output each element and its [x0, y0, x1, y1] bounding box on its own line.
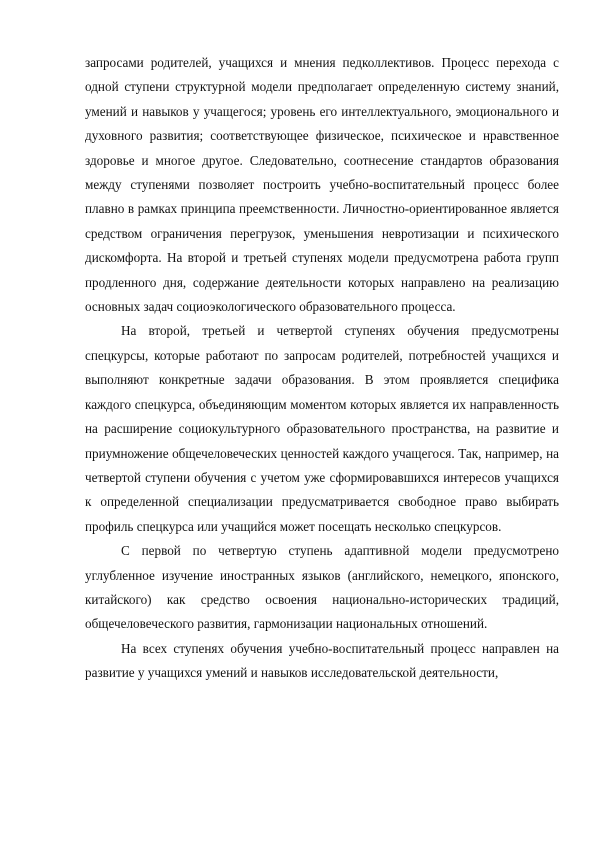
paragraph-research-activity: На всех ступенях обучения учебно-воспитательный процесс направлен на развитие у учащихся умений и навыков исследовательской деятельности, [85, 640, 559, 681]
paragraph-foreign-languages: С первой по четвертую ступень адаптивной модели предусмотрено углубленное изучение иностранных языков (английского, немецкого, японского, китайского) как средство освоения национально-исторических традиций, общечеловеческого развития, гармонизации национальных отношений. [85, 543, 559, 632]
paragraph-special-courses: На второй, третьей и четвертой ступенях обучения предусмотрены спецкурсы, которые работают по запросам родителей, потребностей учащихся и выполняют конкретные задачи образования. В этом проявляется специфика каждого спецкурса, объединяющим моментом которых является их направленность на расширение социокультурного образовательного пространства, на развитие и приумножение общечеловеческих ценностей каждого учащегося. Так, например, на четвертой ступени обучения с учетом уже сформировавшихся интересов учащихся к определенной специализации предусматривается свободное право выбирать профиль спецкурса или учащийся может посещать несколько спецкурсов. [85, 323, 559, 534]
paragraph-continued: запросами родителей, учащихся и мнения педколлективов. Процесс перехода с одной ступени структурной модели предполагает определенную систему знаний, умений и навыков у учащегося; уровень его интеллектуального, эмоционального и духовного развития; соответствующее физическое, психическое и нравственное здоровье и многое другое. Следовательно, соотнесение стандартов образования между ступенями позволяет построить учебно-воспитательный процесс более плавно в рамках принципа преемственности. Личностно-ориентированное является средством ограничения перегрузок, уменьшения невротизации и психического дискомфорта. На второй и третьей ступенях модели предусмотрена работа групп продленного дня, содержание деятельности которых направлено на реализацию основных задач социоэкологического образовательного процесса. [85, 55, 559, 315]
body-text [85, 51, 559, 686]
